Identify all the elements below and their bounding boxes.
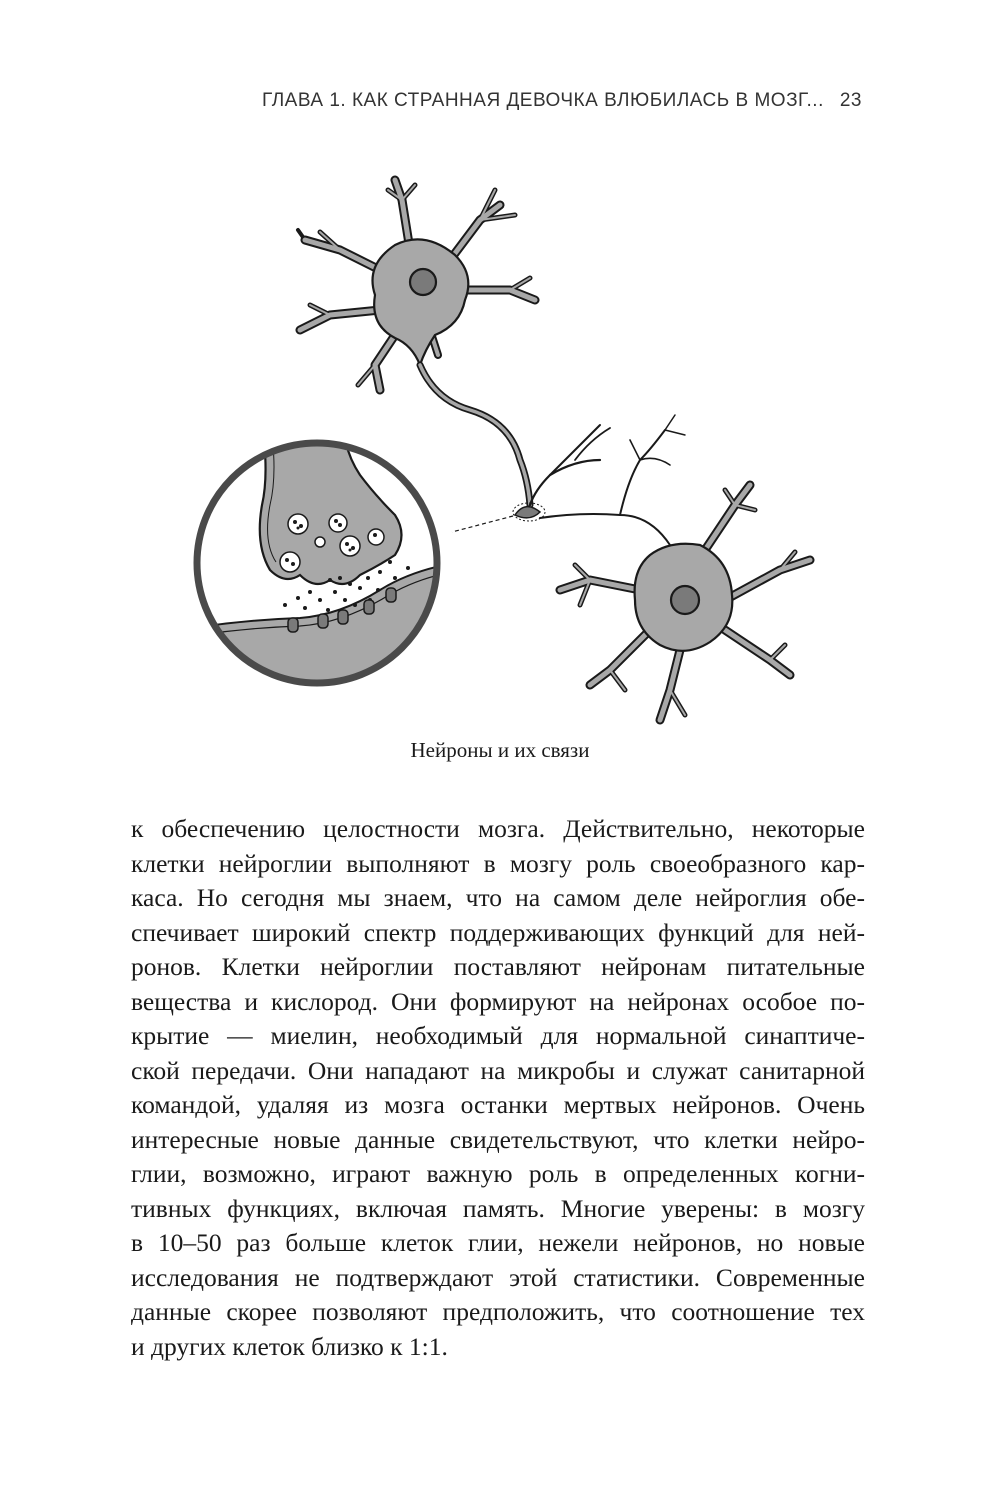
upper-nucleus (410, 269, 436, 295)
text-line: тивных функциях, включая память. Многие уверены: в мозгу (131, 1193, 865, 1223)
text-line: ронов. Клетки нейроглии поставляют нейронам питательные (131, 952, 865, 981)
text-line: клетки нейроглии выполняют в мозгу роль своеобразного кар- (131, 848, 865, 878)
axon (420, 365, 610, 515)
body-text (131, 812, 865, 1364)
text-line: интересные новые данные свидетельствуют, что клетки нейро- (131, 1124, 865, 1154)
text-line: ской передачи. Они нападают на микробы и служат санитарной (131, 1055, 865, 1085)
text-line: и других клеток близко к 1:1. (131, 1331, 448, 1361)
neuron-diagram (180, 160, 840, 730)
synapse-magnifier (180, 410, 480, 730)
text-line: вещества и кислород. Они формируют на нейронах особое по- (131, 986, 865, 1016)
text-line: исследования не подтверждают этой статистики. Современные (131, 1262, 865, 1292)
text-line: каса. Но сегодня мы знаем, что на самом деле нейроглия обе- (131, 883, 865, 912)
text-line: данные скорее позволяют предположить, что соотношение тех (131, 1297, 865, 1326)
lower-neuron-dendrites-upper (540, 415, 685, 545)
text-line: командой, удаляя из мозга останки мертвых нейронов. Очень (131, 1090, 865, 1119)
lower-neuron (560, 485, 810, 720)
text-line: спечивает широкий спектр поддерживающих функций для ней- (131, 917, 865, 947)
page-number: 23 (839, 90, 862, 111)
text-line: в 10–50 раз больше клеток глии, нежели нейронов, но новые (131, 1228, 865, 1257)
upper-neuron (298, 180, 535, 390)
lower-nucleus (671, 586, 699, 614)
text-line: крытие — миелин, необходимый для нормальной синаптиче- (131, 1021, 865, 1050)
text-line: к обеспечению целостности мозга. Действительно, некоторые (131, 814, 865, 843)
neuron-illustration (180, 160, 840, 730)
running-title: ГЛАВА 1. КАК СТРАННАЯ ДЕВОЧКА ВЛЮБИЛАСЬ В МОЗГ... (261, 90, 824, 111)
figure-caption: Нейроны и их связи (410, 738, 590, 762)
text-line: глии, возможно, играют важную роль в определенных когни- (131, 1159, 865, 1188)
synapse-marker (452, 503, 545, 532)
running-head (0, 90, 862, 112)
